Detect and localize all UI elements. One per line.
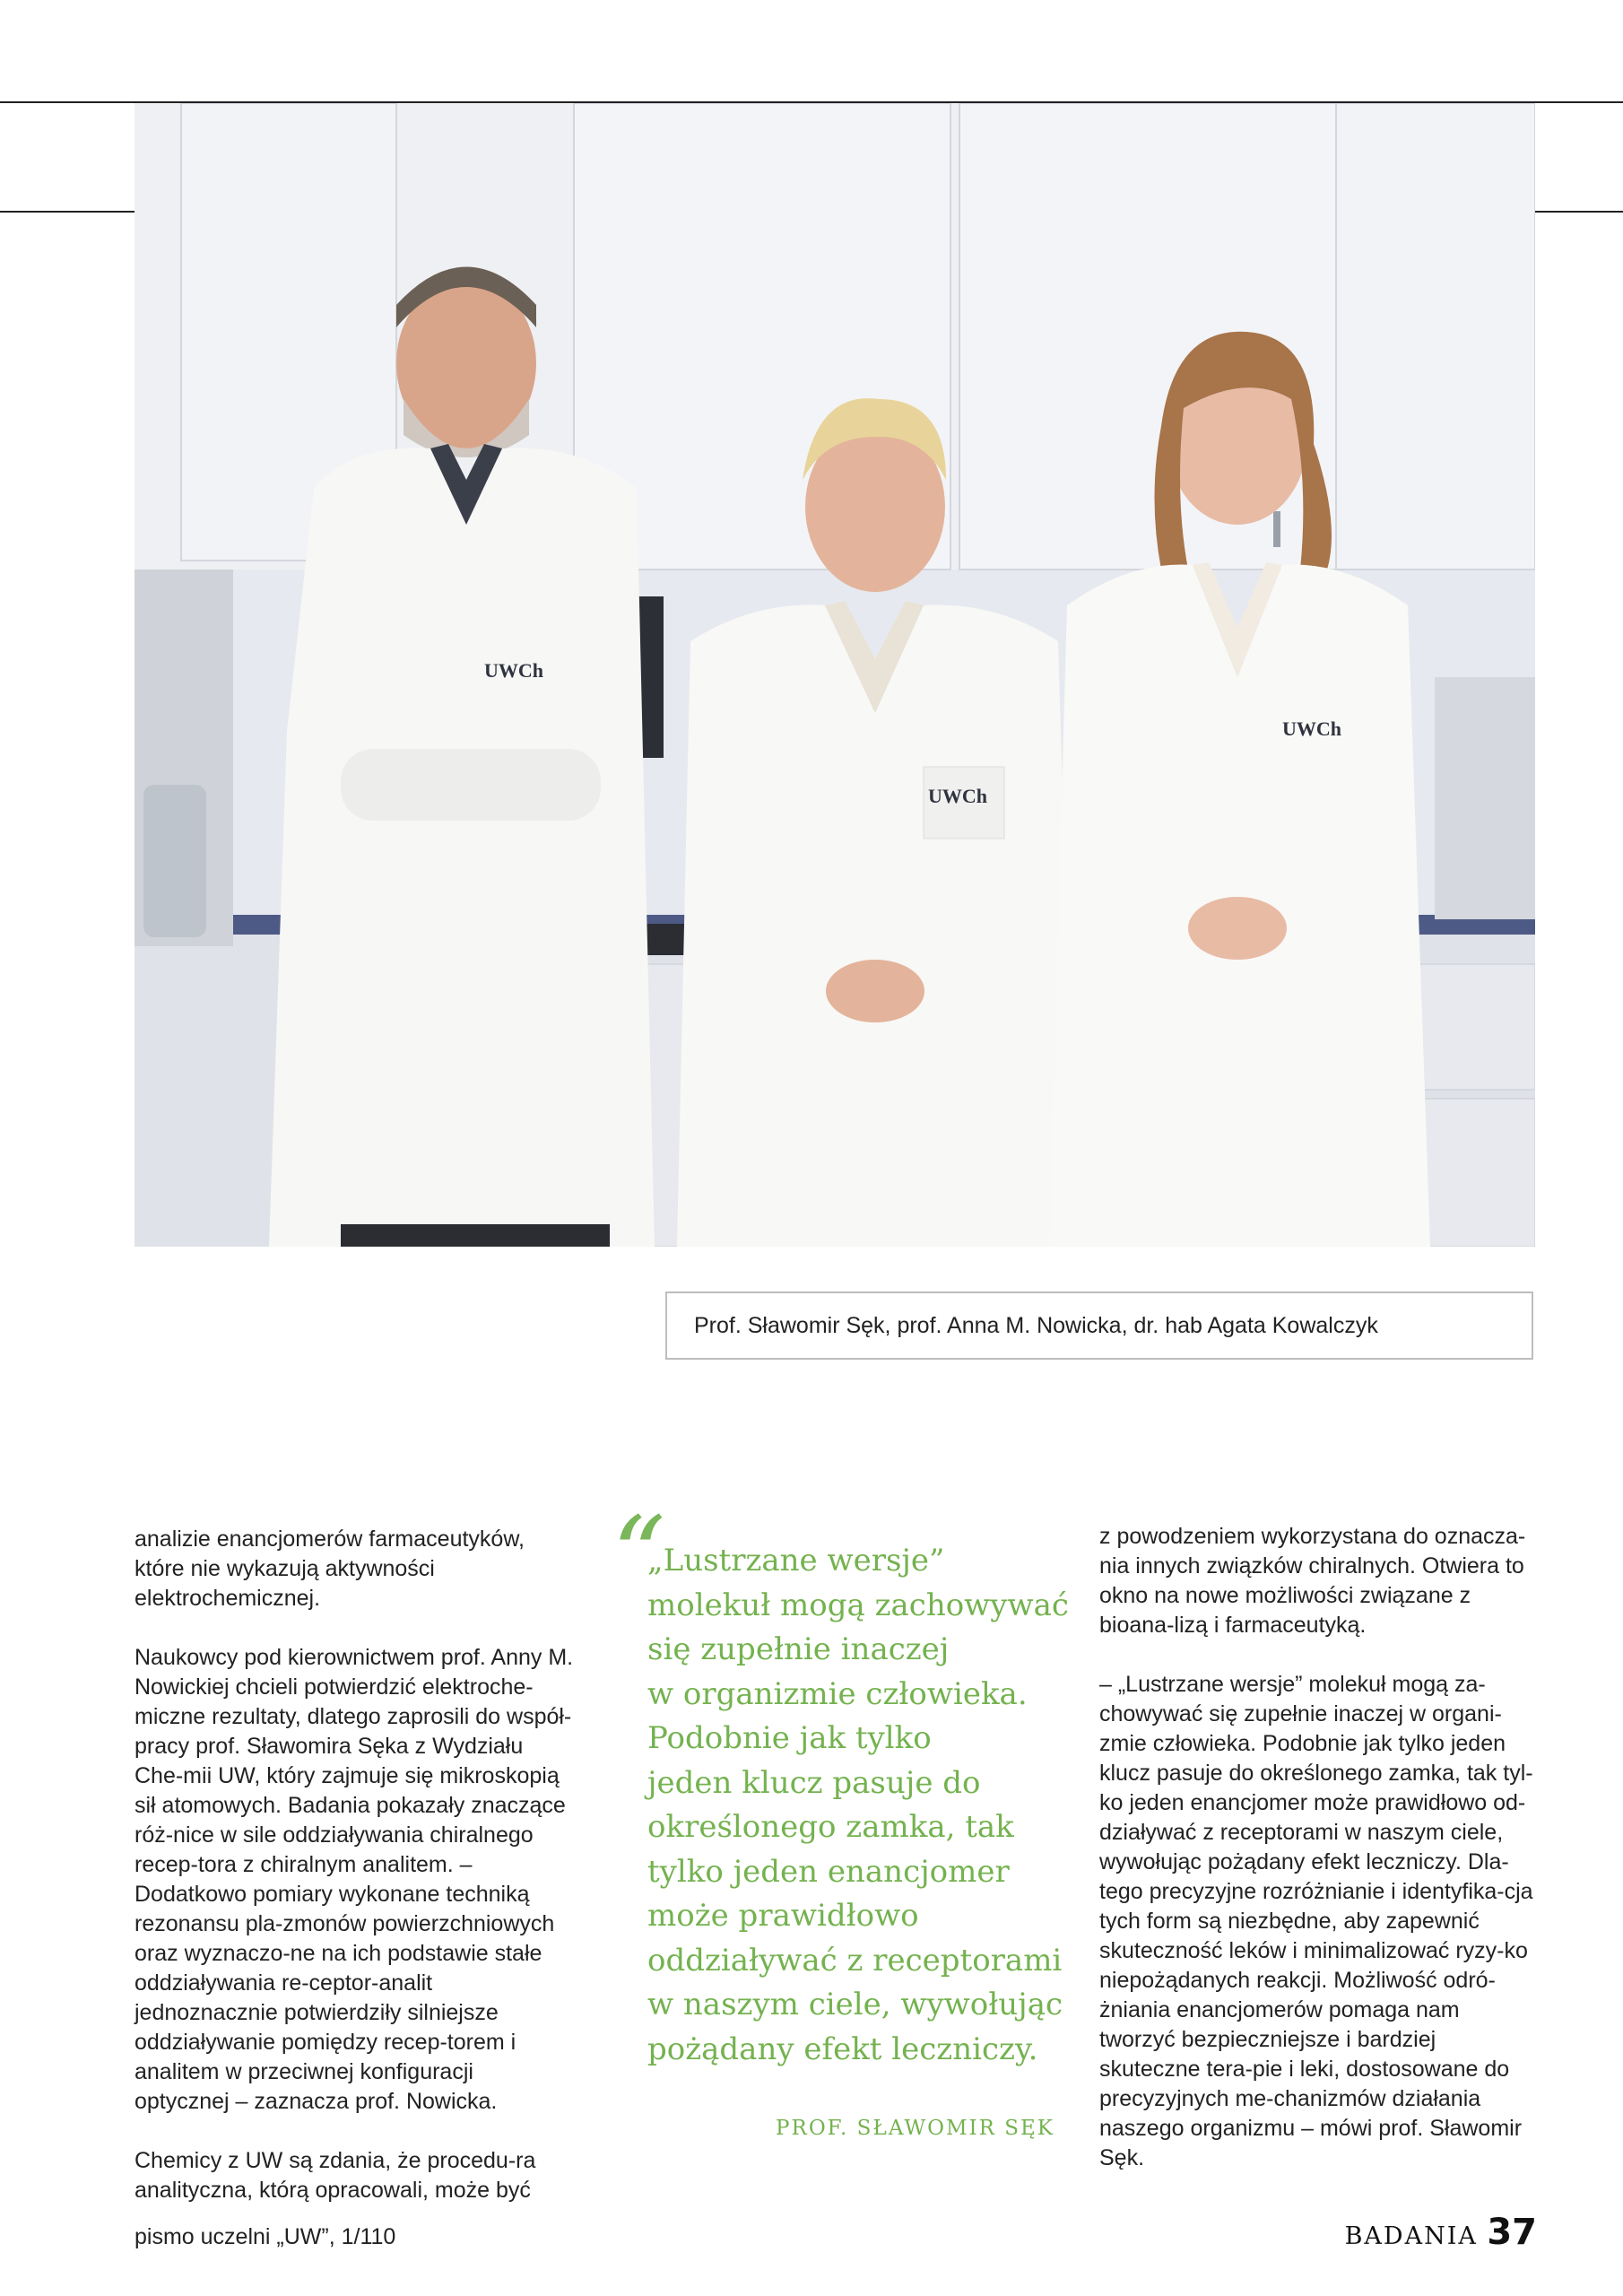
- footer-publication: pismo uczelni „UW”, 1/110: [135, 2224, 396, 2249]
- paragraph: Chemicy z UW są zdania, że procedu-ra analityczna, którą opracowali, może być: [135, 2148, 536, 2203]
- coat-logo-2: UWCh: [928, 785, 988, 807]
- right-rule: [1535, 211, 1623, 213]
- left-rule: [0, 211, 135, 213]
- pull-quote: „Lustrzane wersje” molekuł mogą zachowywać się zupełnie inaczej w organizmie człowieka. Podobnie jak tylko jeden klucz pasuje do określonego zamka, tak tylko jeden enancjomer może prawidłowo oddziaływać z receptorami w naszym ciele, wywołując pożądany efekt leczniczy.: [647, 1543, 1069, 2067]
- pull-quote-author: PROF. SŁAWOMIR SĘK: [776, 2117, 1055, 2140]
- coat-logo-3: UWCh: [1282, 718, 1342, 740]
- coat-logo-1: UWCh: [484, 659, 544, 682]
- lab-team-photo: [135, 103, 1535, 1247]
- page-number: 37: [1487, 2212, 1537, 2253]
- footer-section: BADANIA: [1344, 2222, 1478, 2250]
- article-column-right: [1099, 1522, 1539, 2203]
- quote-mark-icon: “: [612, 1493, 666, 1617]
- paragraph: analizie enancjomerów farmaceutyków, które nie wykazują aktywności elektrochemicznej.: [135, 1526, 525, 1611]
- paragraph: – „Lustrzane wersje” molekuł mogą za-chowywać się zupełnie inaczej w organi-zmie człowieka. Podobnie jak tylko jeden klucz pasuje do określonego zamka, tak tyl-ko jeden enancjomer może prawidłowo od-działywać z receptorami w naszym ciele, wywołując pożądany efekt leczniczy. Dla-tego precyzyjne rozróżnianie i identyfika-cja tych form są niezbędne, aby zapewnić skuteczność leków i minimalizować ryzy-ko niepożądanych reakcji. Możliwość odró-żniania enancjomerów pomaga nam tworzyć bezpieczniejsze i bardziej skuteczne tera-pie i leki, dostosowane do precyzyjnych me-chanizmów działania naszego organizmu – mówi prof. Sławomir Sęk.: [1099, 1672, 1533, 2170]
- paragraph: Naukowcy pod kierownictwem prof. Anny M. Nowickiej chcieli potwierdzić elektroche-miczne rezultaty, dlatego zaprosili do współ-pracy prof. Sławomira Sęka z Wydziału Che-mii UW, który zajmuje się mikroskopią sił atomowych. Badania pokazały znaczące róż-nice w sile oddziaływania chiralnego recep-tora z chiralnym analitem. – Dodatkowo pomiary wykonane techniką rezonansu pla-zmonów powierzchniowych oraz wyznaczo-ne na ich podstawie stałe oddziaływania re-ceptor-analit jednoznacznie potwierdziły silniejsze oddziaływanie pomiędzy recep-torem i analitem w przeciwnej konfiguracji optycznej – zaznacza prof. Nowicka.: [135, 1645, 574, 2114]
- article-column-left: [135, 1525, 574, 2235]
- paragraph: z powodzeniem wykorzystana do oznacza-nia innych związków chiralnych. Otwiera to okno na nowe możliwości związane z bioana-lizą i farmaceutyką.: [1099, 1524, 1526, 1638]
- footer-page-info: [1345, 2212, 1537, 2253]
- photo-caption: Prof. Sławomir Sęk, prof. Anna M. Nowicka, dr. hab Agata Kowalczyk: [665, 1292, 1533, 1360]
